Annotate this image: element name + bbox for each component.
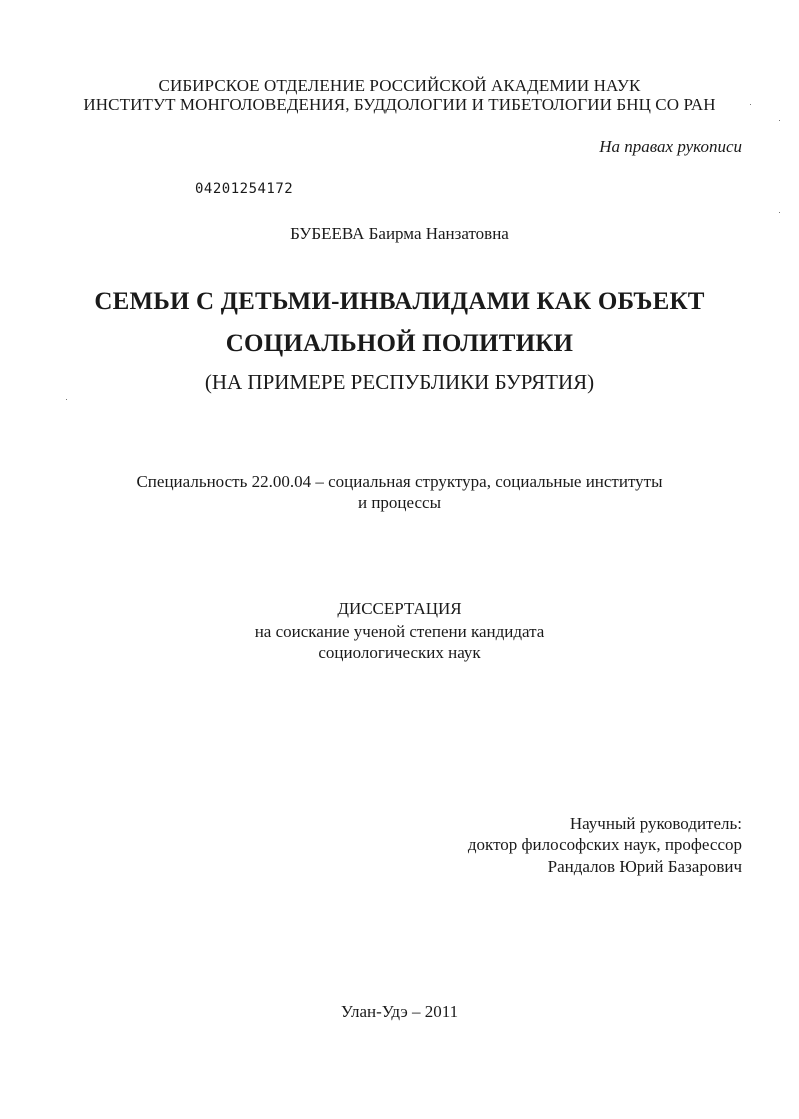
organization-line-2: ИНСТИТУТ МОНГОЛОВЕДЕНИЯ, БУДДОЛОГИИ И ТИБЕТОЛОГИИ БНЦ СО РАН	[83, 95, 716, 114]
organization-line-1: СИБИРСКОЕ ОТДЕЛЕНИЕ РОССИЙСКОЙ АКАДЕМИИ НАУК	[158, 76, 641, 95]
author-name: БУБЕЕВА Баирма Нанзатовна	[290, 224, 509, 243]
supervisor-label: Научный руководитель:	[569, 814, 742, 833]
dissertation-degree-line-2: социологических наук	[318, 643, 481, 662]
scan-speck	[66, 399, 67, 400]
specialty-line-2: и процессы	[357, 493, 442, 512]
thesis-subtitle: (НА ПРИМЕРЕ РЕСПУБЛИКИ БУРЯТИЯ)	[204, 370, 595, 394]
manuscript-rights-note: На правах рукописи	[599, 137, 742, 156]
scan-speck	[779, 120, 780, 121]
thesis-title-line-1: СЕМЬИ С ДЕТЬМИ-ИНВАЛИДАМИ КАК ОБЪЕКТ	[94, 288, 705, 315]
place-and-year: Улан-Удэ – 2011	[340, 1002, 459, 1021]
scan-speck	[750, 104, 751, 105]
dissertation-degree-line-1: на соискание ученой степени кандидата	[254, 622, 545, 641]
specialty-line-1: Специальность 22.00.04 – социальная структура, социальные институты	[136, 472, 663, 491]
document-code: 04201254172	[195, 181, 294, 197]
dissertation-heading: ДИССЕРТАЦИЯ	[337, 599, 462, 618]
thesis-title-line-2: СОЦИАЛЬНОЙ ПОЛИТИКИ	[225, 330, 574, 357]
supervisor-name: Рандалов Юрий Базарович	[547, 857, 742, 876]
supervisor-degree: доктор философских наук, профессор	[467, 835, 742, 854]
scan-speck	[779, 212, 780, 213]
